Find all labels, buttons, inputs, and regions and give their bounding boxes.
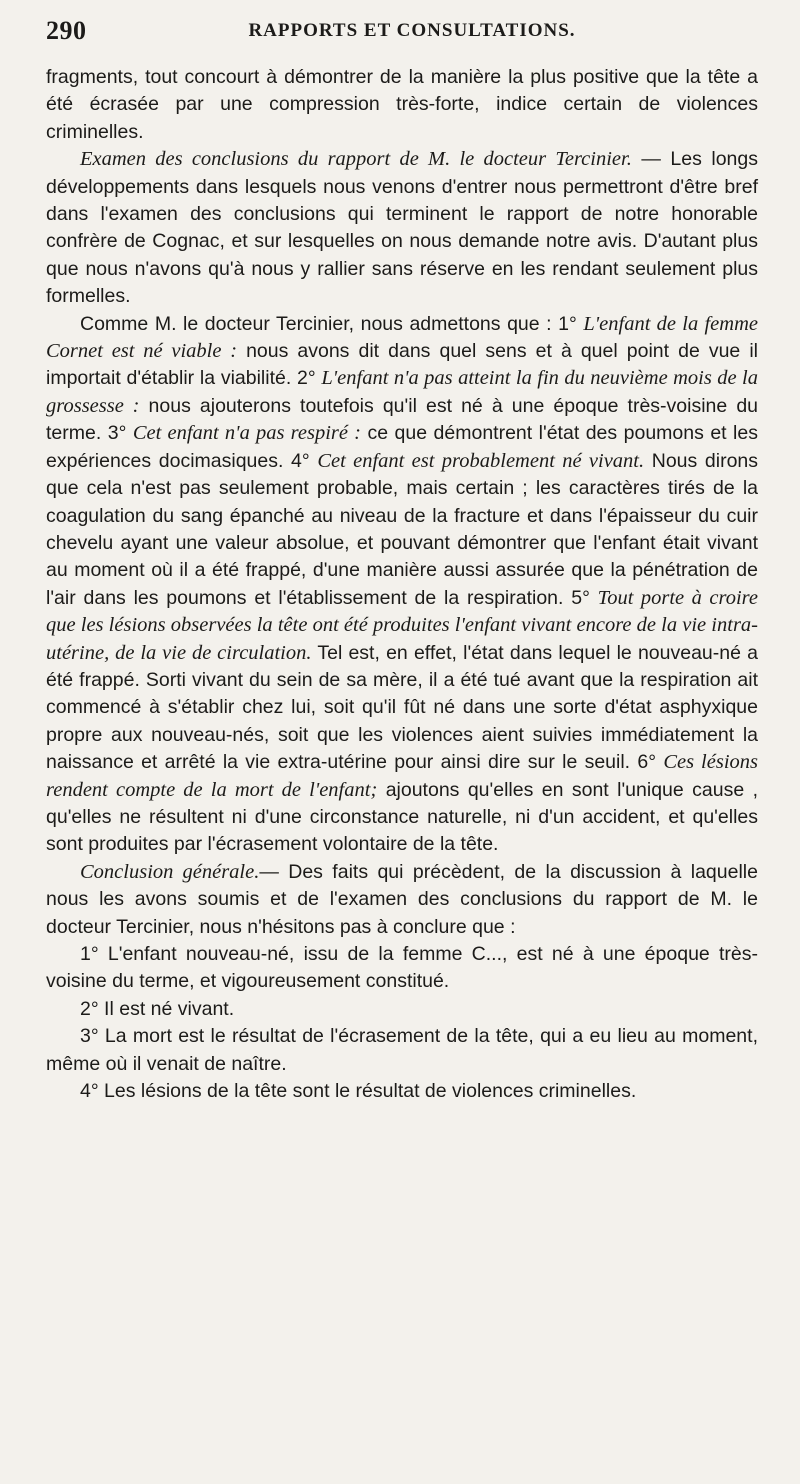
- text-run: Comme M. le docteur Tercinier, nous admettons que : 1°: [80, 312, 584, 335]
- numbered-item: 1° L'enfant nouveau-né, issu de la femme C..., est né à une époque très-voisine du terme, et vigoureusement constitué.: [46, 943, 758, 993]
- conclusion-6: Ces lésions rendent compte de la mort de l'enfant;: [46, 751, 758, 801]
- conclusion-3: Cet enfant n'a pas respiré :: [132, 422, 361, 445]
- body-text: [46, 64, 758, 1105]
- conclusion-1: L'enfant de la femme Cornet est né viable :: [46, 312, 758, 363]
- numbered-item: 3° La mort est le résultat de l'écrasement de la tête, qui a eu lieu au moment, même où il venait de naître.: [46, 1025, 758, 1075]
- paragraph-conclusion-generale: [46, 859, 758, 941]
- conclusion-2: L'enfant n'a pas atteint la fin du neuvième mois de la grossesse :: [46, 367, 759, 417]
- numbered-item: 2° Il est né vivant.: [80, 997, 235, 1020]
- paragraph-fragments: [46, 64, 758, 146]
- conclusion-4: Cet enfant est probablement né vivant.: [317, 449, 645, 472]
- running-header: [46, 16, 758, 50]
- text-run: nous ajouterons toutefois qu'il est né à une époque très-voisine du terme. 3°: [46, 394, 759, 445]
- paragraph-examen: [46, 146, 758, 310]
- text-run: ce que démontrent l'état des poumons et les expériences docimasiques. 4°: [46, 422, 758, 472]
- text-run: ajoutons qu'elles en sont l'unique cause , qu'elles ne résultent ni d'une circonstance naturelle, ni d'un accident, et qu'elles sont produites par l'écrasement volontaire de la tête.: [46, 778, 759, 856]
- paragraph-text: — Des faits qui précèdent, de la discussion à laquelle nous les avons soumis et de l'examen des conclusions du rapport de M. le docteur Tercinier, nous n'hésitons pas à conclure que :: [46, 860, 758, 938]
- paragraph-text: fragments, tout concourt à démontrer de la manière la plus positive que la tête a été écrasée par une compression très-forte, indice certain de violences criminelles.: [46, 66, 758, 143]
- running-title: RAPPORTS ET CONSULTATIONS.: [248, 20, 576, 41]
- conclusion-5: Tout porte à croire que les lésions observées la tête ont été produites l'enfant vivant encore de la vie intra-utérine, de la vie de circulation.: [46, 586, 758, 664]
- paragraph-conclusions-list: [46, 311, 758, 859]
- section-heading: Conclusion générale.: [80, 860, 260, 883]
- text-run: Nous dirons que cela n'est pas seulement probable, mais certain ; les caractères tirés de la coagulation du sang épanché au niveau de la fracture et dans l'épaisseur du cuir chevelu ayant une valeur absolue, et pouvant démontrer que l'enfant était vivant au moment où il a été frappé, d'une manière aussi assurée que la pénétration de l'air dans les poumons et l'établissement de la respiration. 5°: [46, 449, 759, 609]
- numbered-item: 4° Les lésions de la tête sont le résultat de violences criminelles.: [80, 1080, 637, 1103]
- text-run: Tel est, en effet, l'état dans lequel le nouveau-né a été frappé. Sorti vivant du sein de sa mère, il a été tué avant que la respiration ait commencé à s'établir chez lui, soit qu'il fût né dans une sorte d'état asphyxique propre aux nouveau-nés, soit que les violences aient suivies immédiatement la naissance et arrêté la vie extra-utérine pour ainsi dire sur le seuil. 6°: [46, 641, 758, 774]
- paragraph-text: — Les longs développements dans lesquels nous venons d'entrer nous permettront d'être bref dans l'examen des conclusions qui terminent le rapport de notre honorable confrère de Cognac, et sur lesquelles on nous demande notre avis. D'autant plus que nous n'avons qu'à nous y rallier sans réserve en les rendant seulement plus formelles.: [46, 148, 758, 308]
- section-heading: Examen des conclusions du rapport de M. le docteur Tercinier.: [80, 148, 632, 171]
- page-number: 290: [46, 16, 87, 45]
- text-run: nous avons dit dans quel sens et à quel point de vue il importait d'établir la viabilité. 2°: [46, 340, 758, 390]
